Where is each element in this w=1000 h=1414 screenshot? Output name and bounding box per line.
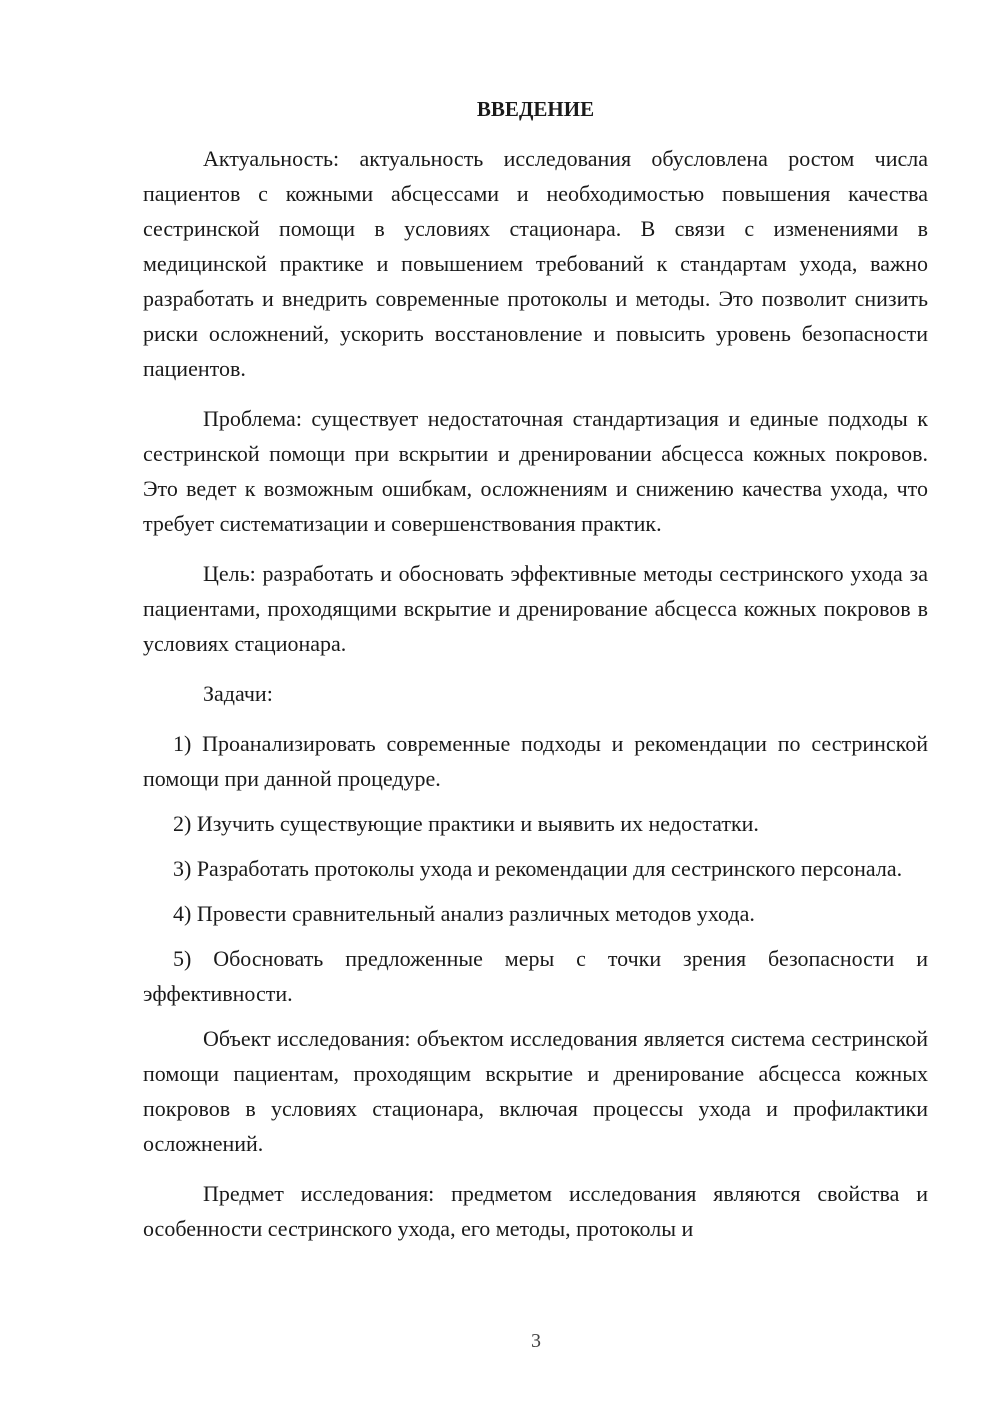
page-title: ВВЕДЕНИЕ — [476, 97, 595, 121]
page-number: 3 — [531, 1330, 541, 1352]
document-page — [143, 92, 928, 1261]
relevance-paragraph: Актуальность: актуальность исследования обусловлена ростом числа пациентов с кожными абсцессами и необходимостью повышения качества сестринской помощи в условиях стационара. В связи с изменениями в медицинской практике и повышением требований к стандартам ухода, важно разработать и внедрить современные протоколы и методы. Это позволит снизить риски осложнений, ускорить восстановление и повысить уровень безопасности пациентов. — [143, 146, 928, 381]
tasks-list — [143, 726, 928, 1011]
task-item-5: 5) Обосновать предложенные меры с точки зрения безопасности и эффективности. — [143, 946, 928, 1006]
task-item-1: 1) Проанализировать современные подходы и рекомендации по сестринской помощи при данной процедуре. — [143, 731, 928, 791]
task-item-2: 2) Изучить существующие практики и выявить их недостатки. — [173, 811, 759, 836]
subject-paragraph: Предмет исследования: предметом исследования являются свойства и особенности сестринского ухода, его методы, протоколы и — [143, 1181, 928, 1241]
tasks-label: Задачи: — [203, 681, 273, 706]
object-paragraph: Объект исследования: объектом исследования является система сестринской помощи пациентам, проходящим вскрытие и дренирование абсцесса кожных покровов в условиях стационара, включая процессы ухода и профилактики осложнений. — [143, 1026, 928, 1156]
task-item-4: 4) Провести сравнительный анализ различных методов ухода. — [173, 901, 755, 926]
problem-paragraph: Проблема: существует недостаточная стандартизация и единые подходы к сестринской помощи при вскрытии и дренировании абсцесса кожных покровов. Это ведет к возможным ошибкам, осложнениям и снижению качества ухода, что требует систематизации и совершенствования практик. — [143, 406, 928, 536]
task-item-3: 3) Разработать протоколы ухода и рекомендации для сестринского персонала. — [173, 856, 903, 881]
goal-paragraph: Цель: разработать и обосновать эффективные методы сестринского ухода за пациентами, проходящими вскрытие и дренирование абсцесса кожных покровов в условиях стационара. — [143, 561, 928, 656]
